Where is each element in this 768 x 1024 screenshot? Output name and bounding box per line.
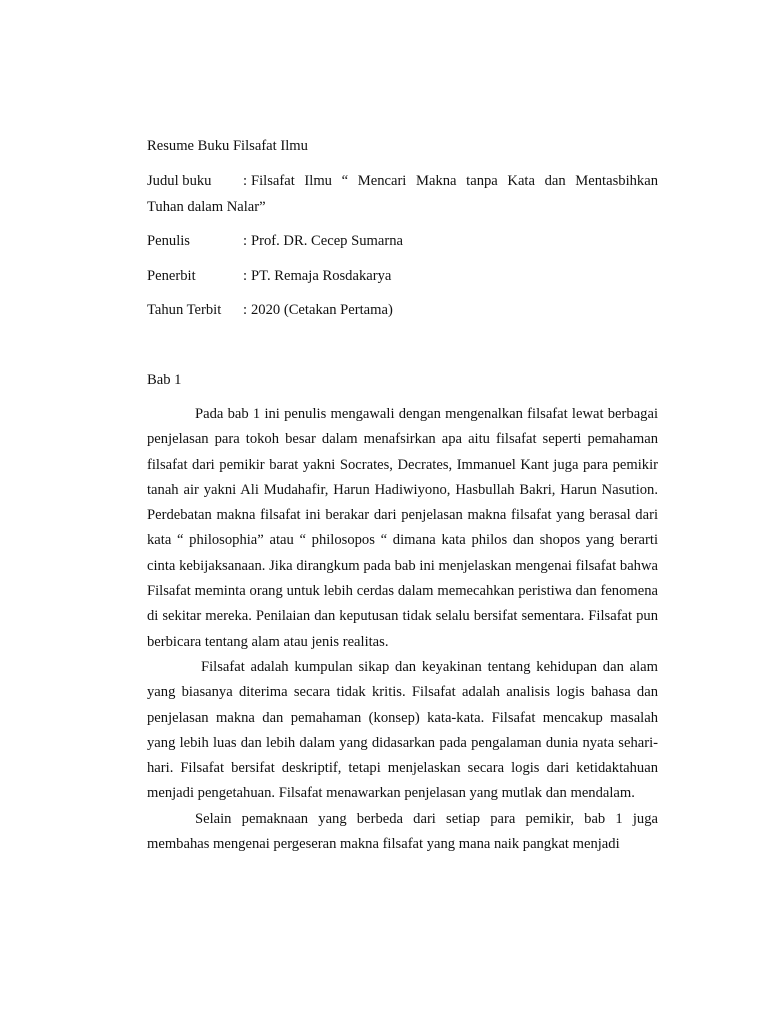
judul-value-line1: Filsafat Ilmu “ Mencari Makna tanpa Kata dan Mentasbihkan bbox=[251, 173, 658, 189]
tahun-colon: : bbox=[243, 302, 248, 318]
penerbit-label: Penerbit bbox=[147, 268, 196, 284]
chapter-body bbox=[147, 402, 658, 857]
paragraph-1: Pada bab 1 ini penulis mengawali dengan mengenalkan filsafat lewat berbagai penjelasan para tokoh besar dalam menafsirkan apa aitu filsafat seperti pemahaman filsafat dari pemikir barat yakni Socrates, Decrates, Immanuel Kant juga para pemikir tanah air yakni Ali Mudahafir, Harun Hadiwiyono, Hasbullah Bakri, Harun Nasution. Perdebatan makna filsafat ini berakar dari penjelasan makna filsafat yang berasal dari kata “ philosophia” atau “ philosopos “ dimana kata philos dan shopos yang berarti cinta kebijaksanaan. Jika dirangkum pada bab ini menjelaskan mengenai filsafat bahwa Filsafat meminta orang untuk lebih cerdas dalam memecahkan peristiwa dan fenomena di sekitar mereka. Penilaian dan keputusan tidak selalu bersifat sementara. Filsafat pun berbicara tentang alam atau jenis realitas. bbox=[147, 406, 658, 650]
tahun-value: 2020 (Cetakan Pertama) bbox=[251, 302, 393, 318]
penulis-value: Prof. DR. Cecep Sumarna bbox=[251, 233, 403, 249]
chapter-heading: Bab 1 bbox=[147, 372, 182, 388]
judul-label: Judul buku bbox=[147, 173, 212, 189]
paragraph-3: Selain pemaknaan yang berbeda dari setiap para pemikir, bab 1 juga membahas mengenai pergeseran makna filsafat yang mana naik pangkat menjadi bbox=[147, 810, 658, 853]
document-page bbox=[147, 0, 658, 1024]
judul-value-line2: Tuhan dalam Nalar” bbox=[147, 199, 266, 215]
meta-row-penulis bbox=[147, 229, 658, 254]
penulis-colon: : bbox=[243, 233, 248, 249]
meta-row-judul bbox=[147, 169, 658, 194]
tahun-label: Tahun Terbit bbox=[147, 302, 222, 318]
penerbit-colon: : bbox=[243, 268, 248, 284]
judul-colon: : bbox=[243, 173, 248, 189]
penerbit-value: PT. Remaja Rosdakarya bbox=[251, 268, 392, 284]
meta-row-penerbit bbox=[147, 264, 658, 289]
paragraph-2: Filsafat adalah kumpulan sikap dan keyakinan tentang kehidupan dan alam yang biasanya diterima secara tidak kritis. Filsafat adalah analisis logis bahasa dan penjelasan makna dan pemahaman (konsep) kata-kata. Filsafat mencakup masalah yang lebih luas dan lebih dalam yang didasarkan pada pengalaman dunia nyata sehari-hari. Filsafat bersifat deskriptif, tetapi menjelaskan secara logis dari ketidaktahuan menjadi pengetahuan. Filsafat menawarkan penjelasan yang mutlak dan mendalam. bbox=[147, 658, 658, 802]
penulis-label: Penulis bbox=[147, 233, 190, 249]
meta-row-tahun bbox=[147, 298, 658, 323]
document-title: Resume Buku Filsafat Ilmu bbox=[147, 138, 308, 154]
